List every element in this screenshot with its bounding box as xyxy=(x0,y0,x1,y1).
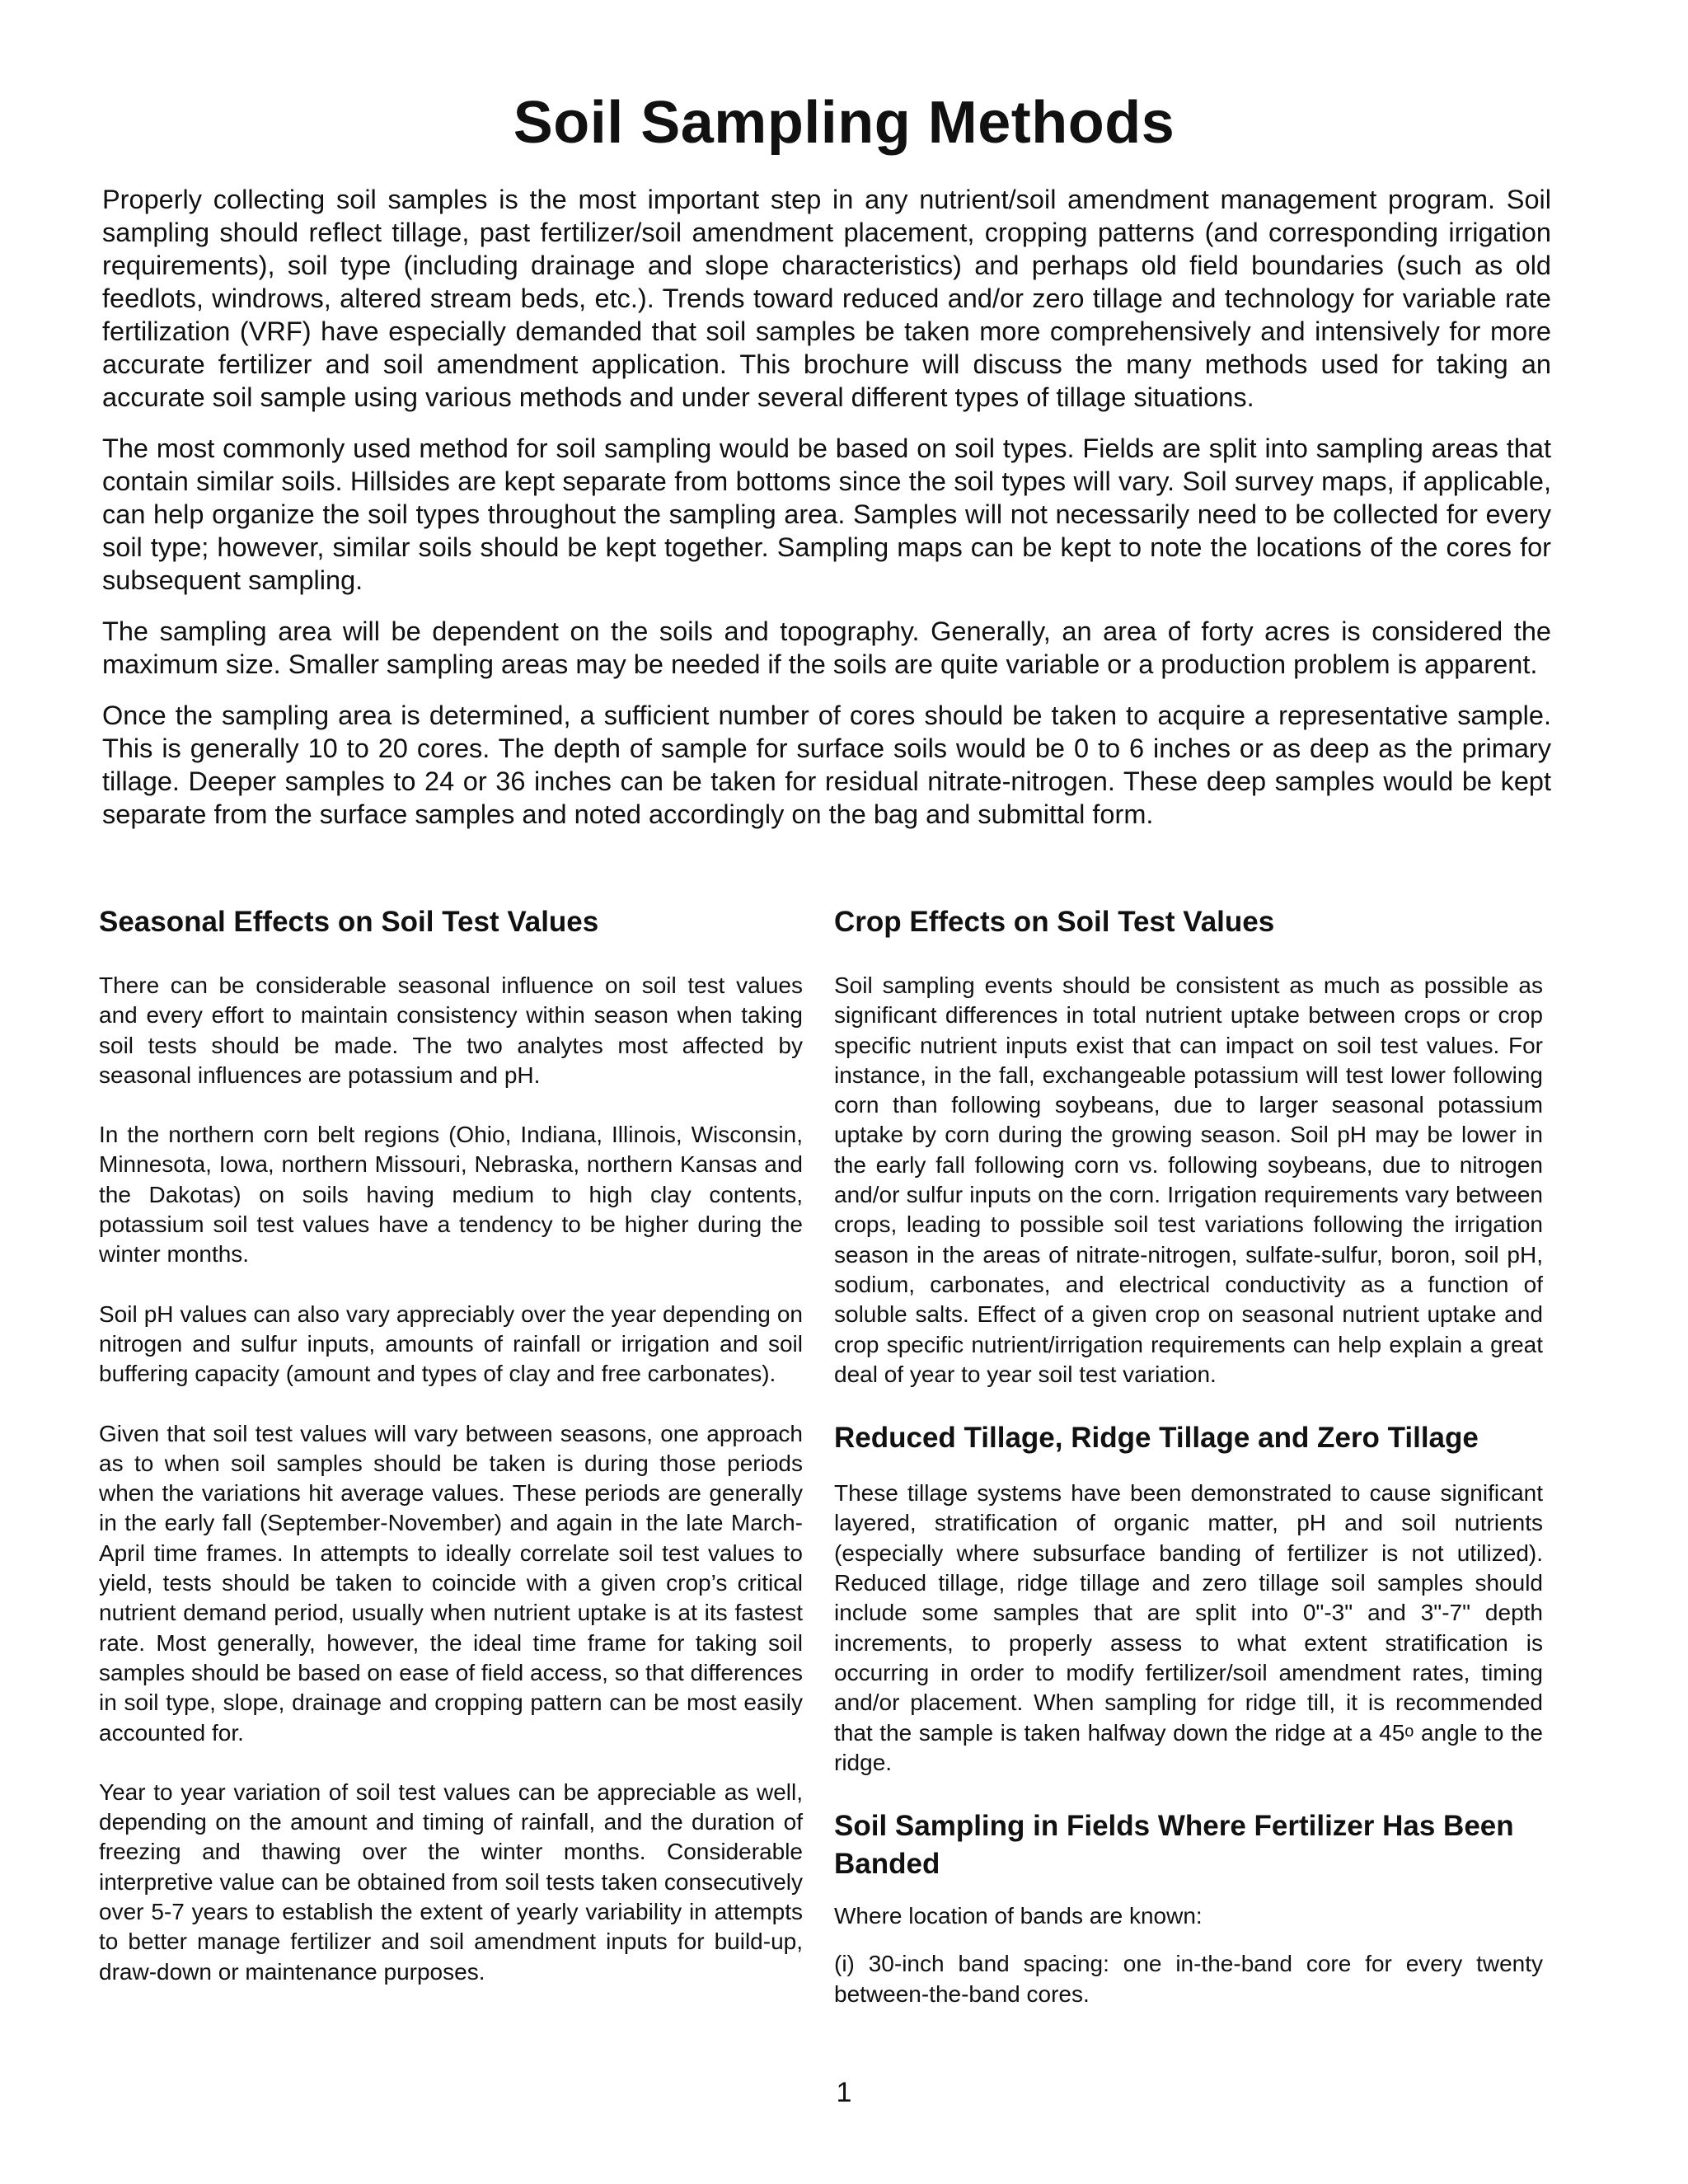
banded-heading: Soil Sampling in Fields Where Fertilizer Has Been Banded xyxy=(834,1810,1514,1881)
seasonal-paragraph: Soil pH values can also vary appreciably over the year depending on nitrogen and sulfur inputs, amounts of rainfall or irrigation and soil buffering capacity (amount and types of clay and free carbonates). xyxy=(99,1301,803,1387)
tillage-text: These tillage systems have been demonstrated to cause significant layered, stratification of organic matter, pH and soil nutrients (especially where subsurface banding of fertilizer is not utilized). Reduced tillage, ridge tillage and zero tillage soil samples should include some samples that are split into 0"-3" and 3"-7" depth increments, to properly assess to what extent stratification is occurring in order to modify fertilizer/soil amendment rates, timing and/or placement. When sampling for ridge till, it is recommended that the sample is taken halfway down the ridge at a 45 xyxy=(834,1480,1543,1746)
seasonal-paragraph: Given that soil test values will vary between seasons, one approach as to when soil samples should be taken is during those periods when the variations hit average values. These periods are generally in the early fall (September-November) and again in the late March-April time frames. In attempts to ideally correlate soil test values to yield, tests should be taken to coincide with a given crop’s critical nutrient demand period, usually when nutrient uptake is at its fastest rate. Most generally, however, the ideal time frame for taking soil samples should be based on ease of field access, so that differences in soil type, slope, drainage and cropping pattern can be most easily accounted for. xyxy=(99,1420,804,1746)
seasonal-paragraph: In the northern corn belt regions (Ohio, Indiana, Illinois, Wisconsin, Minnesota, Iowa, northern Missouri, Nebraska, northern Kansas and the Dakotas) on soils having medium to high clay contents, potassium soil test values have a tendency to be higher during the winter months. xyxy=(99,1122,803,1268)
seasonal-effects-heading: Seasonal Effects on Soil Test Values xyxy=(99,906,599,938)
tillage-paragraph xyxy=(834,1479,1543,1778)
crop-paragraph: Soil sampling events should be consistent as much as possible as significant differences in total nutrient uptake between crops or crop specific nutrient inputs exist that can impact on soil test values. For instance, in the fall, exchangeable potassium will test lower following corn than following soybeans, due to larger seasonal potassium uptake by corn during the growing season. Soil pH may be lower in the early fall following corn vs. following soybeans, due to nitrogen and/or sulfur inputs on the corn. Irrigation requirements vary between crops, leading to possible soil test variations following the irrigation season in the areas of nitrate-nitrogen, sulfate-sulfur, boron, soil pH, sodium, carbonates, and electrical conductivity as a function of soluble salts. Effect of a given crop on seasonal nutrient uptake and crop specific nutrient/irrigation requirements can help explain a great deal of year to year soil test variation. xyxy=(834,972,1543,1387)
page-number: 1 xyxy=(836,2077,852,2108)
intro-section xyxy=(102,183,1551,849)
tillage-text-end: angle to the ridge. xyxy=(834,1719,1543,1775)
crop-effects-heading: Crop Effects on Soil Test Values xyxy=(834,906,1275,938)
banded-paragraph: (i) 30-inch band spacing: one in-the-band core for every twenty between-the-band cores. xyxy=(834,1951,1543,2007)
page-title: Soil Sampling Methods xyxy=(513,90,1175,156)
left-column xyxy=(99,903,803,2017)
banded-paragraph: Where location of bands are known: xyxy=(834,1903,1203,1929)
right-column xyxy=(834,903,1543,2039)
seasonal-paragraph: Year to year variation of soil test values can be appreciable as well, depending on the amount and timing of rainfall, and the duration of freezing and thawing over the winter months. Considerable interpretive value can be obtained from soil tests taken consecutively over 5-7 years to establish the extent of yearly variability in attempts to better manage fertilizer and soil amendment inputs for build-up, draw-down or maintenance purposes. xyxy=(99,1779,803,1985)
degree-symbol: o xyxy=(1404,1722,1414,1741)
tillage-heading: Reduced Tillage, Ridge Tillage and Zero Tillage xyxy=(834,1422,1479,1455)
intro-paragraph: Properly collecting soil samples is the most important step in any nutrient/soil amendment management program. Soil sampling should reflect tillage, past fertilizer/soil amendment placement, cropping patterns (and corresponding irrigation requirements), soil type (including drainage and slope characteristics) and perhaps old field boundaries (such as old feedlots, windrows, altered stream beds, etc.). Trends toward reduced and/or zero tillage and technology for variable rate fertilization (VRF) have especially demanded that soil samples be taken more comprehensively and intensively for more accurate fertilizer and soil amendment application. This brochure will discuss the many methods used for taking an accurate soil sample using various methods and under several different types of tillage situations. xyxy=(102,185,1551,412)
seasonal-paragraph: There can be considerable seasonal influence on soil test values and every effort to maintain consistency within season when taking soil tests should be made. The two analytes most affected by seasonal influences are potassium and pH. xyxy=(99,972,803,1088)
intro-paragraph: The sampling area will be dependent on the soils and topography. Generally, an area of forty acres is considered the maximum size. Smaller sampling areas may be needed if the soils are quite variable or a production problem is apparent. xyxy=(102,616,1551,679)
intro-paragraph: The most commonly used method for soil sampling would be based on soil types. Fields are split into sampling areas that contain similar soils. Hillsides are kept separate from bottoms since the soil types will vary. Soil survey maps, if applicable, can help organize the soil types throughout the sampling area. Samples will not necessarily need to be collected for every soil type; however, similar soils should be kept together. Sampling maps can be kept to note the locations of the cores for subsequent sampling. xyxy=(102,434,1551,595)
intro-paragraph: Once the sampling area is determined, a sufficient number of cores should be taken to acquire a representative sample. This is generally 10 to 20 cores. The depth of sample for surface soils would be 0 to 6 inches or as deep as the primary tillage. Deeper samples to 24 or 36 inches can be taken for residual nitrate-nitrogen. These deep samples would be kept separate from the surface samples and noted accordingly on the bag and submittal form. xyxy=(102,701,1551,829)
